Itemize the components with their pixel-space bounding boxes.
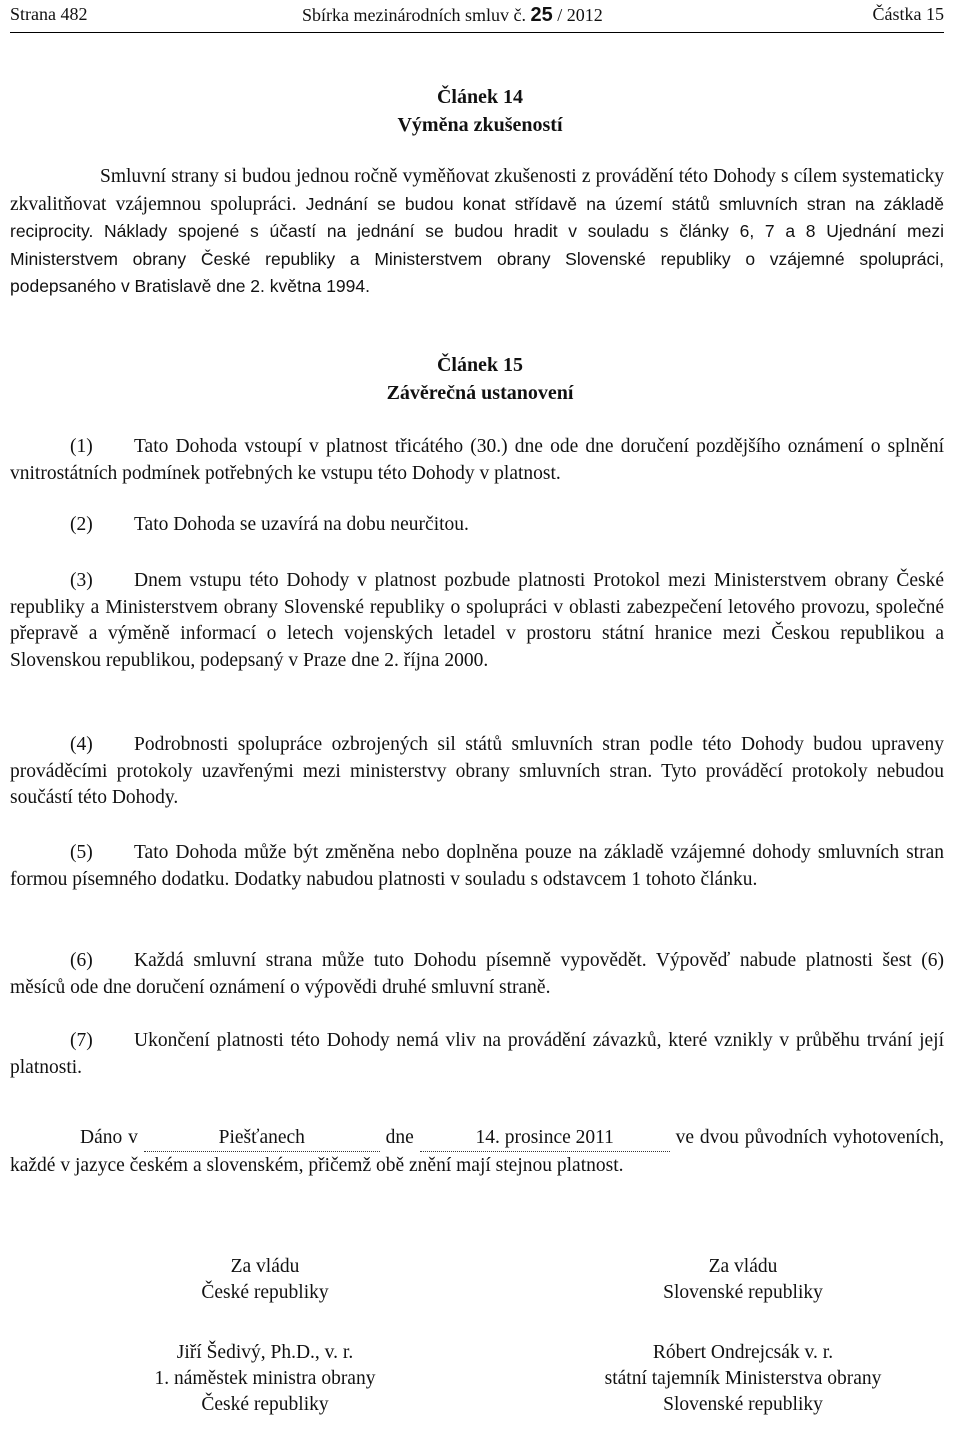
collection-suffix: / 2012 (557, 5, 603, 25)
article-15-paragraph-1 (10, 434, 944, 487)
signatory-role-country: Slovenské republiky (663, 1394, 823, 1415)
paragraph-number: (5) (70, 842, 93, 863)
paragraph-number: (3) (70, 570, 93, 591)
paragraph-text: Dnem vstupu této Dohody v platnost pozbude platnosti Protokol mezi Ministerstvem obrany České republiky a Ministerstvem obrany Slovenské republiky o spolupráci v oblasti zabezpečení letového provozu, společné přepravě a výměně informací o letech vojenských letadel v prostoru státní hranice mezi Českou republikou a Slovenskou republikou, podepsaný v Praze dne 2. října 2000. (10, 570, 944, 671)
page-header (10, 0, 944, 33)
signatory-for: Za vládu (708, 1256, 778, 1277)
signing-place: Piešťanech (144, 1124, 380, 1152)
article-15-paragraph-7 (10, 1028, 944, 1081)
paragraph-number: (2) (70, 514, 93, 535)
article-15-paragraph-4 (10, 732, 944, 812)
collection-prefix: Sbírka mezinárodních smluv č. (302, 5, 526, 25)
article-15-paragraph-6 (10, 948, 944, 1001)
paragraph-text: Ukončení platnosti této Dohody nemá vliv na provádění závazků, které vznikly v průběhu trvání její platnosti. (10, 1030, 944, 1078)
paragraph-number: (4) (70, 734, 93, 755)
paragraph-text: Tato Dohoda vstoupí v platnost třicátého (30.) dne ode dne doručení pozdějšího oznámení o splnění vnitrostátních podmínek potřebných ke vstupu této Dohody v platnost. (10, 436, 944, 484)
signing-clause-rest: ve dvou původních vyhotoveních, každé v jazyce českém a slovenském, přičemž obě znění mají stejnou platnost. (10, 1127, 945, 1176)
paragraph-text: Podrobnosti spolupráce ozbrojených sil států smluvních stran podle této Dohody budou upraveny prováděcími protokoly uzavřenými mezi ministerstvy obrany smluvních stran. Tyto prováděcí protokoly nebudou součástí této Dohody. (10, 734, 944, 808)
paragraph-text: Tato Dohoda může být změněna nebo doplněna pouze na základě vzájemné dohody smluvních stran formou písemného dodatku. Dodatky nabudou platnosti v souladu s odstavcem 1 tohoto článku. (10, 842, 944, 890)
signing-clause (10, 1124, 944, 1179)
paragraph-number: (1) (70, 436, 93, 457)
paragraph-text: Tato Dohoda se uzavírá na dobu neurčitou. (134, 514, 469, 535)
signatory-czech (130, 1254, 400, 1418)
signatory-role-country: České republiky (201, 1394, 329, 1415)
article-15-heading: Článek 15 (436, 354, 524, 376)
article-15-paragraph-5 (10, 840, 944, 893)
signatory-country: Slovenské republiky (663, 1282, 823, 1303)
signatory-name: Jiří Šedivý, Ph.D., v. r. (176, 1342, 354, 1363)
article-14-paragraph (10, 164, 944, 301)
collection-number: 25 (530, 4, 553, 26)
article-14-paragraph-serif: Smluvní strany si budou jednou ročně vyměňovat zkušenosti z provádění této Dohody s cílem systematicky zkvalitňovat vzájemnou spolupráci. (10, 166, 944, 215)
collection-title (302, 4, 603, 27)
date-label: dne (385, 1127, 414, 1148)
paragraph-number: (7) (70, 1030, 93, 1051)
signatory-name: Róbert Ondrejcsák v. r. (652, 1342, 834, 1363)
signatory-for: Za vládu (230, 1256, 300, 1277)
signatory-role: státní tajemník Ministerstva obrany (604, 1368, 882, 1389)
article-14-title: Výměna zkušeností (397, 114, 563, 136)
article-15-title: Závěrečná ustanovení (386, 382, 574, 404)
signing-date: 14. prosince 2011 (420, 1124, 670, 1152)
article-14-heading: Článek 14 (436, 86, 524, 108)
signatory-role: 1. náměstek ministra obrany (154, 1368, 376, 1389)
done-in-label: Dáno v (80, 1127, 138, 1148)
signatory-slovak (568, 1254, 918, 1418)
signatory-country: České republiky (201, 1282, 329, 1303)
page-number: Strana 482 (10, 4, 88, 24)
article-15-paragraph-3 (10, 568, 944, 674)
paragraph-number: (6) (70, 950, 93, 971)
article-14-paragraph-sans: Jednání se budou konat střídavě na území států smluvních stran na základě reciprocity. Náklady spojené s účastí na jednání se budou hradit v souladu s články 6, 7 a 8 Ujednání mezi Ministerstvem obrany České republiky a Ministerstvem obrany Slovenské republiky o vzájemné spolupráci, podepsaného v Bratislavě dne 2. května 1994. (10, 193, 945, 296)
article-15-paragraph-2 (10, 512, 944, 539)
paragraph-text: Každá smluvní strana může tuto Dohodu písemně vypovědět. Výpověď nabude platnosti šest (6) měsíců ode dne doručení oznámení o výpovědi druhé smluvní straně. (10, 950, 944, 998)
part-number: Částka 15 (872, 4, 944, 24)
